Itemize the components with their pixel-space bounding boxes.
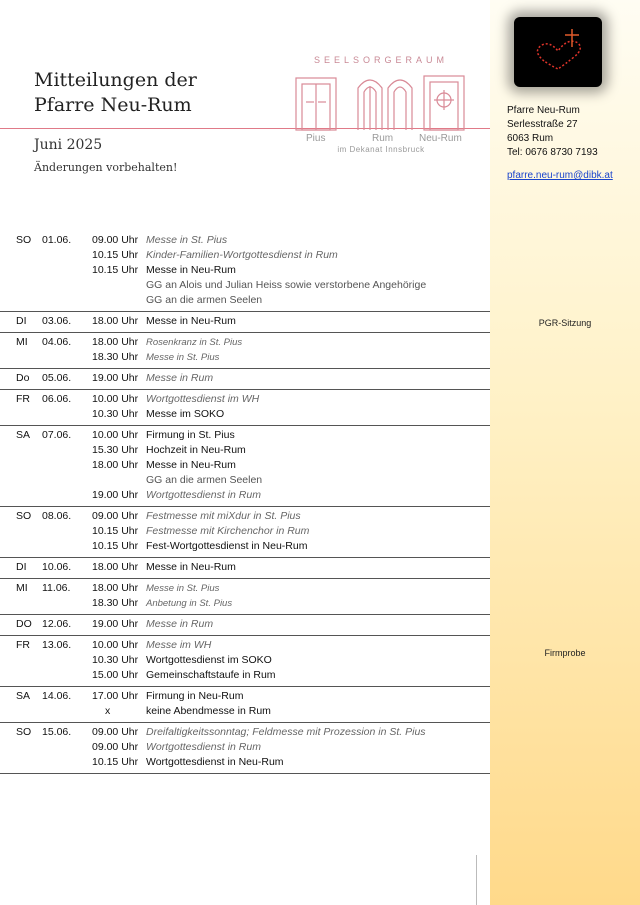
event-label: GG an Alois und Julian Heiss sowie verstorbene Angehörige: [146, 279, 427, 291]
church-doors-icon: [288, 68, 474, 132]
time-label: 19.00 Uhr: [92, 489, 139, 501]
event-label: Messe in St. Pius: [146, 234, 228, 246]
side-note-pgr: PGR-Sitzung: [538, 318, 592, 328]
schedule-entry: [0, 524, 490, 539]
date-label: 08.06.: [42, 510, 72, 522]
date-label: 10.06.: [42, 561, 72, 573]
date-label: 13.06.: [42, 639, 72, 651]
date-label: 05.06.: [42, 372, 72, 384]
weekday-label: SO: [16, 234, 32, 246]
weekday-label: DI: [16, 561, 27, 573]
event-label: Hochzeit in Neu-Rum: [146, 444, 246, 456]
contact-city: 6063 Rum: [507, 133, 554, 144]
weekday-label: SO: [16, 726, 32, 738]
page-title: [34, 68, 197, 118]
time-label: 10.00 Uhr: [92, 429, 139, 441]
heart-icon: [514, 17, 602, 87]
schedule-day: [0, 231, 490, 312]
date-label: 04.06.: [42, 336, 72, 348]
schedule-entry: [0, 293, 490, 308]
weekday-label: SA: [16, 429, 31, 441]
time-label: 09.00 Uhr: [92, 741, 139, 753]
time-label: 10.00 Uhr: [92, 393, 139, 405]
time-label: 15.00 Uhr: [92, 669, 139, 681]
time-label: 17.00 Uhr: [92, 690, 139, 702]
event-label: Kinder-Familien-Wortgottesdienst in Rum: [146, 249, 338, 261]
schedule-entry: [0, 725, 490, 740]
schedule-entry: [0, 248, 490, 263]
schedule-day: [0, 312, 490, 333]
logo-name-pius: Pius: [306, 133, 326, 144]
schedule-day: [0, 369, 490, 390]
event-label: GG an die armen Seelen: [146, 474, 263, 486]
month-heading: Juni 2025: [34, 137, 103, 153]
event-label: Wortgottesdienst in Neu-Rum: [146, 756, 284, 768]
event-label: Messe in Neu-Rum: [146, 459, 236, 471]
time-label: 19.00 Uhr: [92, 372, 139, 384]
schedule-day: [0, 615, 490, 636]
seelsorgeraum-logo: [288, 55, 474, 185]
event-label: Wortgottesdienst in Rum: [146, 741, 261, 753]
date-label: 03.06.: [42, 315, 72, 327]
time-label: 10.00 Uhr: [92, 639, 139, 651]
event-label: Festmesse mit Kirchenchor in Rum: [146, 525, 310, 537]
event-label: Firmung in Neu-Rum: [146, 690, 244, 702]
event-label: GG an die armen Seelen: [146, 294, 263, 306]
email-link[interactable]: pfarre.neu-rum@dibk.at: [507, 170, 613, 181]
weekday-label: DO: [16, 618, 32, 630]
event-label: Messe in Rum: [146, 372, 214, 384]
event-label: Wortgottesdienst im SOKO: [146, 654, 272, 666]
title-line-1: Mitteilungen der: [34, 69, 197, 91]
weekday-label: Do: [16, 372, 30, 384]
schedule-day: [0, 636, 490, 687]
schedule-entry: [0, 488, 490, 503]
schedule-entry: [0, 539, 490, 554]
schedule-entry: [0, 392, 490, 407]
event-label: Messe in Neu-Rum: [146, 315, 236, 327]
contact-street: Serlesstraße 27: [507, 119, 578, 130]
date-label: 07.06.: [42, 429, 72, 441]
event-label: Festmesse mit miXdur in St. Pius: [146, 510, 301, 522]
event-label: keine Abendmesse in Rum: [146, 705, 271, 717]
schedule-entry: [0, 314, 490, 329]
schedule-entry: [0, 278, 490, 293]
logo-name-rum: Rum: [372, 133, 394, 144]
schedule-day: [0, 687, 490, 723]
time-label: 10.15 Uhr: [92, 756, 139, 768]
schedule-day: [0, 390, 490, 426]
schedule-entry: [0, 350, 490, 365]
schedule-entry: [0, 371, 490, 386]
margin-line: [476, 855, 477, 905]
time-label: 10.30 Uhr: [92, 408, 139, 420]
time-label: 18.00 Uhr: [92, 582, 139, 594]
time-label: 10.15 Uhr: [92, 525, 139, 537]
schedule-entry: [0, 596, 490, 611]
time-label: 18.00 Uhr: [92, 315, 139, 327]
weekday-label: MI: [16, 336, 28, 348]
contact-phone: Tel: 0676 8730 7193: [507, 147, 598, 158]
schedule-day: [0, 507, 490, 558]
weekday-label: SA: [16, 690, 31, 702]
schedule-day: [0, 579, 490, 615]
event-label: Messe in Rum: [146, 618, 214, 630]
schedule-day: [0, 333, 490, 369]
schedule-entry: [0, 335, 490, 350]
time-label: 10.30 Uhr: [92, 654, 139, 666]
date-label: 15.06.: [42, 726, 72, 738]
weekday-label: SO: [16, 510, 32, 522]
event-label: Gemeinschaftstaufe in Rum: [146, 669, 276, 681]
contact-block: [507, 104, 598, 160]
time-label: x: [105, 705, 111, 717]
time-label: 09.00 Uhr: [92, 234, 139, 246]
event-label: Dreifaltigkeitssonntag; Feldmesse mit Prozession in St. Pius: [146, 726, 426, 738]
time-label: 10.15 Uhr: [92, 264, 139, 276]
event-label: Anbetung in St. Pius: [146, 598, 233, 609]
contact-name: Pfarre Neu-Rum: [507, 105, 580, 116]
event-label: Messe in Neu-Rum: [146, 264, 236, 276]
schedule-entry: [0, 233, 490, 248]
event-label: Messe in Neu-Rum: [146, 561, 236, 573]
side-note-firmprobe: Firmprobe: [544, 648, 586, 658]
schedule-day: [0, 426, 490, 507]
time-label: 10.15 Uhr: [92, 249, 139, 261]
date-label: 01.06.: [42, 234, 72, 246]
date-label: 11.06.: [42, 582, 71, 594]
schedule-entry: [0, 473, 490, 488]
schedule-entry: [0, 263, 490, 278]
event-label: Firmung in St. Pius: [146, 429, 235, 441]
time-label: 19.00 Uhr: [92, 618, 139, 630]
date-label: 12.06.: [42, 618, 72, 630]
time-label: 09.00 Uhr: [92, 726, 139, 738]
time-label: 15.30 Uhr: [92, 444, 139, 456]
schedule-table: [0, 231, 490, 774]
changes-note: Änderungen vorbehalten!: [34, 161, 178, 174]
schedule-entry: [0, 443, 490, 458]
time-label: 18.30 Uhr: [92, 351, 139, 363]
logo-name-neu-rum: Neu-Rum: [419, 133, 462, 144]
time-label: 09.00 Uhr: [92, 510, 139, 522]
event-label: Rosenkranz in St. Pius: [146, 337, 243, 348]
schedule-entry: [0, 668, 490, 683]
schedule-day: [0, 723, 490, 774]
date-label: 06.06.: [42, 393, 72, 405]
date-label: 14.06.: [42, 690, 72, 702]
schedule-day: [0, 558, 490, 579]
time-label: 18.00 Uhr: [92, 459, 139, 471]
schedule-entry: [0, 458, 490, 473]
schedule-entry: [0, 704, 490, 719]
schedule-entry: [0, 740, 490, 755]
event-label: Wortgottesdienst in Rum: [146, 489, 261, 501]
schedule-entry: [0, 755, 490, 770]
event-label: Wortgottesdienst im WH: [146, 393, 260, 405]
time-label: 18.00 Uhr: [92, 336, 139, 348]
event-label: Messe im SOKO: [146, 408, 225, 420]
weekday-label: FR: [16, 639, 30, 651]
schedule-entry: [0, 689, 490, 704]
schedule-entry: [0, 653, 490, 668]
schedule-entry: [0, 617, 490, 632]
logo-subtitle: im Dekanat Innsbruck: [337, 145, 425, 154]
logo-heading: SEELSORGERAUM: [313, 55, 449, 65]
event-label: Fest-Wortgottesdienst in Neu-Rum: [146, 540, 308, 552]
schedule-entry: [0, 560, 490, 575]
weekday-label: FR: [16, 393, 30, 405]
time-label: 18.00 Uhr: [92, 561, 139, 573]
event-label: Messe in St. Pius: [146, 352, 220, 363]
time-label: 10.15 Uhr: [92, 540, 139, 552]
event-label: Messe in St. Pius: [146, 583, 220, 594]
weekday-label: MI: [16, 582, 28, 594]
time-label: 18.30 Uhr: [92, 597, 139, 609]
schedule-entry: [0, 428, 490, 443]
heart-candles-image: [514, 17, 602, 87]
title-line-2: Pfarre Neu-Rum: [34, 94, 192, 116]
schedule-entry: [0, 581, 490, 596]
schedule-entry: [0, 509, 490, 524]
event-label: Messe im WH: [146, 639, 212, 651]
schedule-entry: [0, 407, 490, 422]
weekday-label: DI: [16, 315, 27, 327]
schedule-entry: [0, 638, 490, 653]
